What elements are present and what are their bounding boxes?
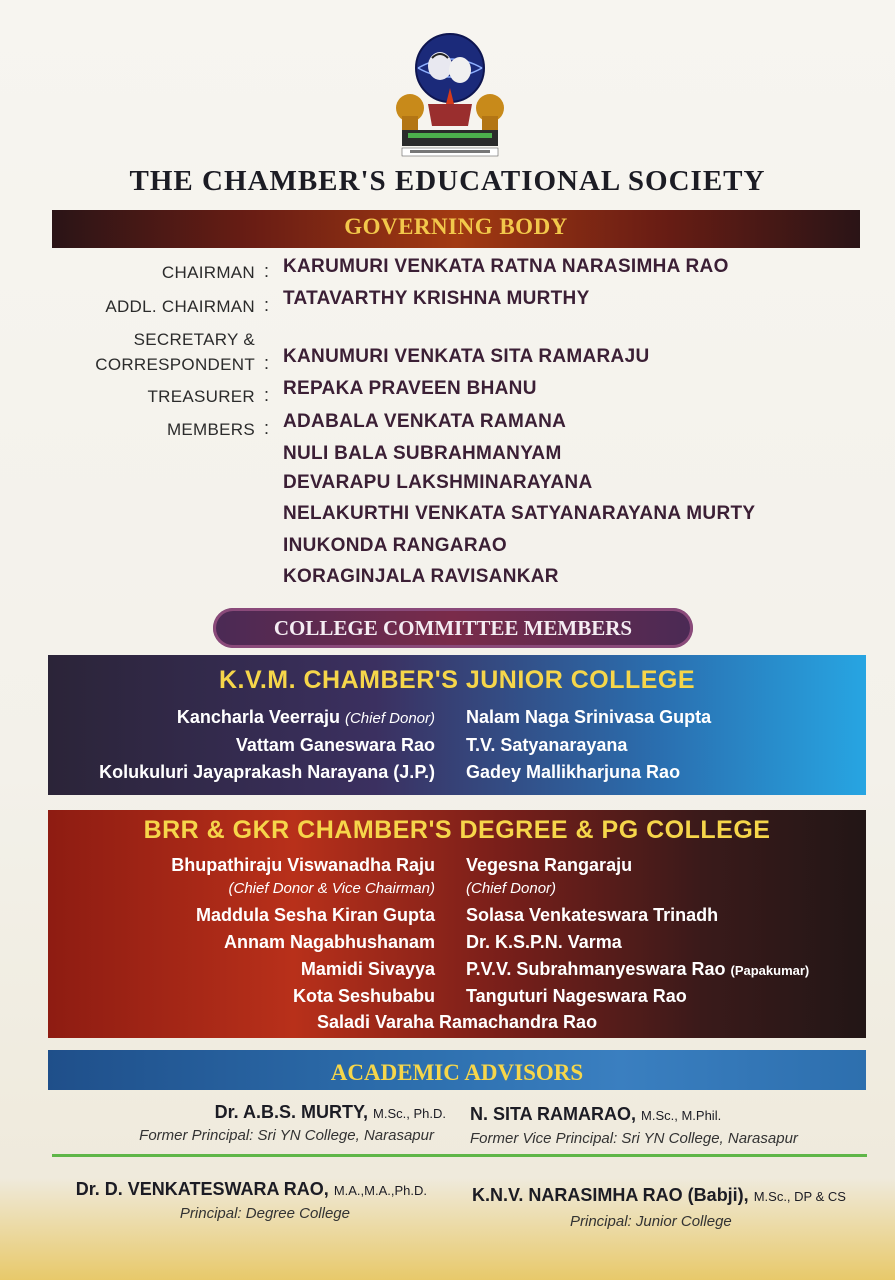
advisor-name [470,1104,721,1125]
advisor-name-text: Dr. A.B.S. MURTY, [214,1102,369,1122]
kvm-member-note: (Chief Donor) [344,710,435,727]
brr-member-left-note: (Chief Donor & Vice Chairman) [228,880,435,897]
brr-member-left: Kota Seshubabu [292,986,435,1006]
gb-name-secretary: KANUMURI VENKATA SITA RAMARAJU [283,346,650,367]
college-committee-heading: COLLEGE COMMITTEE MEMBERS [273,616,633,640]
gb-name-member: DEVARAPU LAKSHMINARAYANA [283,472,593,493]
gb-name-member: NULI BALA SUBRAHMANYAM [283,443,562,464]
gb-role-treasurer: TREASURER [147,387,255,406]
governing-body-heading: GOVERNING BODY [344,214,568,239]
brr-member-name: P.V.V. Subrahmanyeswara Rao [466,959,726,979]
gb-name-member: KORAGINJALA RAVISANKAR [283,566,559,587]
brr-member-nickname: (Papakumar) [730,963,810,978]
gb-name-addl-chairman: TATAVARTHY KRISHNA MURTHY [283,288,590,309]
kvm-member-right: T.V. Satyanarayana [466,735,628,755]
brr-member-right: Vegesna Rangaraju [466,855,633,875]
kvm-member-name: Kancharla Veerraju [176,707,340,727]
kvm-member-left: Vattam Ganeswara Rao [235,735,435,755]
advisor-qualification: M.Sc., Ph.D. [373,1106,446,1121]
kvm-college-title: K.V.M. CHAMBER'S JUNIOR COLLEGE [218,666,696,694]
brr-member-center: Saladi Varaha Ramachandra Rao [316,1012,598,1032]
advisor-name-text: Dr. D. VENKATESWARA RAO, [75,1179,329,1199]
advisor-role: Former Principal: Sri YN College, Narasapur [139,1127,434,1144]
org-title: THE CHAMBER'S EDUCATIONAL SOCIETY [129,165,766,197]
gb-colon: : [264,295,270,315]
kvm-member-right: Nalam Naga Srinivasa Gupta [466,707,712,727]
brr-member-right [466,959,809,980]
brr-member-left: Annam Nagabhushanam [223,932,435,952]
advisor-name [215,1102,446,1123]
gb-name-treasurer: REPAKA PRAVEEN BHANU [283,378,537,399]
gb-role-addl-chairman: ADDL. CHAIRMAN [105,297,255,316]
gb-role-correspondent: CORRESPONDENT [95,355,255,374]
advisor-qualification: M.Sc., DP & CS [753,1189,846,1204]
gb-colon: : [264,353,270,373]
gb-role-chairman: CHAIRMAN [161,263,255,282]
society-logo [388,30,513,160]
gb-role-members: MEMBERS [166,420,255,439]
advisor-name [472,1185,846,1206]
gb-colon: : [264,261,270,281]
gb-name-chairman: KARUMURI VENKATA RATNA NARASIMHA RAO [283,256,729,277]
brr-college-title: BRR & GKR CHAMBER'S DEGREE & PG COLLEGE [143,816,771,844]
academic-advisors-heading: ACADEMIC ADVISORS [330,1060,584,1085]
advisor-qualification: M.A.,M.A.,Ph.D. [333,1183,427,1198]
kvm-member-left [177,707,435,728]
advisor-role: Principal: Degree College [179,1205,350,1222]
kvm-member-right: Gadey Mallikharjuna Rao [466,762,681,782]
advisor-role: Former Vice Principal: Sri YN College, Narasapur [470,1130,798,1147]
brr-member-left: Mamidi Sivayya [300,959,435,979]
advisor-qualification: M.Sc., M.Phil. [641,1108,722,1123]
brr-member-right-note: (Chief Donor) [466,880,557,897]
gb-name-member: ADABALA VENKATA RAMANA [283,411,567,432]
gb-role-secretary-line1: SECRETARY & [133,330,255,349]
brr-member-left: Maddula Sesha Kiran Gupta [195,905,435,925]
brr-member-right: Solasa Venkateswara Trinadh [466,905,719,925]
advisor-role: Principal: Junior College [570,1213,732,1230]
gb-name-member: NELAKURTHI VENKATA SATYANARAYANA MURTY [283,503,756,524]
gb-colon: : [264,418,270,438]
kvm-member-left: Kolukuluri Jayaprakash Narayana (J.P.) [99,762,435,782]
advisor-name-text: N. SITA RAMARAO, [470,1104,636,1124]
brr-member-right: Tanguturi Nageswara Rao [466,986,687,1006]
gb-colon: : [264,385,270,405]
brr-member-right: Dr. K.S.P.N. Varma [466,932,622,952]
section-divider [52,1154,867,1157]
brr-member-left: Bhupathiraju Viswanadha Raju [171,855,435,875]
advisor-name-text: K.N.V. NARASIMHA RAO (Babji), [472,1185,749,1205]
advisor-name [76,1179,427,1200]
gb-name-member: INUKONDA RANGARAO [283,535,507,556]
